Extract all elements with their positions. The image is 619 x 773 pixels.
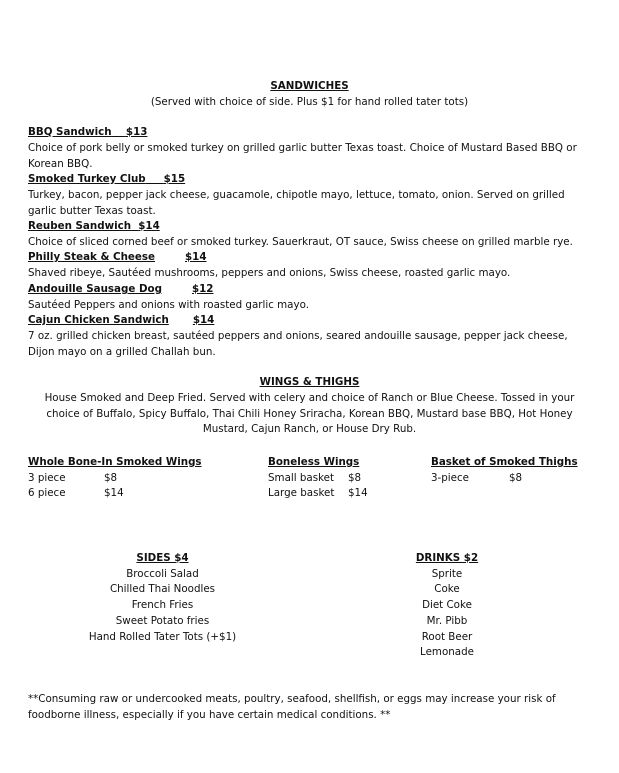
wings-heading: WINGS & THIGHS xyxy=(259,376,360,388)
side-item: Sweet Potato fries xyxy=(115,614,210,627)
group-title: Whole Bone-In Smoked Wings xyxy=(28,456,202,468)
item-name: Smoked Turkey Club xyxy=(28,173,146,185)
drinks-heading: DRINKS $2 xyxy=(415,552,479,564)
drinks-list xyxy=(397,551,497,661)
price-row xyxy=(268,471,368,487)
row-label: Small basket xyxy=(268,471,335,484)
item-price: $15 xyxy=(163,173,186,185)
price-row xyxy=(28,486,202,502)
side-item: French Fries xyxy=(131,599,194,612)
item-name: Reuben Sandwich xyxy=(28,220,132,232)
item-price: $14 xyxy=(192,314,215,326)
item-description: Choice of pork belly or smoked turkey on grilled garlic butter Texas toast. Choice of Mustard Based BBQ or Korean BBQ. xyxy=(28,142,577,170)
drink-item: Lemonade xyxy=(420,646,474,659)
disclaimer: **Consuming raw or undercooked meats, poultry, seafood, shellfish, or eggs may increase your risk of foodborne illness, especially if you have certain medical conditions. ** xyxy=(28,693,556,721)
drink-item: Coke xyxy=(434,583,460,596)
group-title: Boneless Wings xyxy=(268,456,360,468)
item-price: $13 xyxy=(125,126,148,138)
item-smoked-turkey-club xyxy=(28,173,185,185)
drink-item: Sprite xyxy=(431,567,463,580)
item-philly-steak xyxy=(28,251,207,263)
item-name: BBQ Sandwich xyxy=(28,126,112,138)
price-row xyxy=(268,486,368,502)
item-description: Sautéed Peppers and onions with roasted garlic mayo. xyxy=(28,299,309,311)
wings-group-boneless xyxy=(268,455,368,502)
side-item: Chilled Thai Noodles xyxy=(109,583,216,596)
group-title: Basket of Smoked Thighs xyxy=(431,456,578,468)
row-label: Large basket xyxy=(268,487,335,500)
item-price: $14 xyxy=(138,220,160,232)
sandwiches-heading: SANDWICHES xyxy=(270,80,349,92)
item-bbq-sandwich xyxy=(28,126,147,138)
item-andouille-sausage-dog xyxy=(28,283,213,295)
item-name: Andouille Sausage Dog xyxy=(28,283,162,295)
wings-group-bone-in xyxy=(28,455,202,502)
item-price: $14 xyxy=(185,251,207,263)
row-label: 3-piece xyxy=(431,471,469,484)
row-label: 6 piece xyxy=(28,487,66,500)
item-cajun-chicken-sandwich xyxy=(28,314,214,326)
sandwiches-subheading: (Served with choice of side. Plus $1 for hand rolled tater tots) xyxy=(150,96,469,108)
drink-item: Diet Coke xyxy=(422,599,472,612)
drink-item: Root Beer xyxy=(421,630,473,643)
row-price: $8 xyxy=(348,471,362,484)
price-row xyxy=(28,471,202,487)
wings-description: House Smoked and Deep Fried. Served with celery and choice of Ranch or Blue Cheese. Tossed in your choice of Buffalo, Spicy Buffalo, Thai Chili Honey Sriracha, Korean BBQ, Mustard base BBQ, Hot Honey Mustard, Cajun Ranch, or House Dry Rub. xyxy=(44,392,575,436)
row-price: $8 xyxy=(104,471,118,484)
row-price: $8 xyxy=(509,471,523,484)
item-name: Cajun Chicken Sandwich xyxy=(28,314,169,326)
wings-group-thighs xyxy=(431,455,578,486)
sides-heading: SIDES $4 xyxy=(136,552,189,564)
item-name: Philly Steak & Cheese xyxy=(28,251,155,263)
row-label: 3 piece xyxy=(28,471,66,484)
row-price: $14 xyxy=(104,487,124,500)
item-description: Shaved ribeye, Sautéed mushrooms, peppers and onions, Swiss cheese, roasted garlic mayo. xyxy=(28,267,511,279)
side-item: Broccoli Salad xyxy=(126,567,199,580)
item-description: Choice of sliced corned beef or smoked turkey. Sauerkraut, OT sauce, Swiss cheese on grilled marble rye. xyxy=(28,236,573,248)
side-item: Hand Rolled Tater Tots (+$1) xyxy=(88,630,237,643)
row-price: $14 xyxy=(348,487,368,500)
item-price: $12 xyxy=(191,283,214,295)
item-description: Turkey, bacon, pepper jack cheese, guacamole, chipotle mayo, lettuce, tomato, onion. Served on grilled garlic butter Texas toast. xyxy=(28,189,565,217)
item-reuben-sandwich xyxy=(28,220,160,232)
drink-item: Mr. Pibb xyxy=(426,614,468,627)
price-row xyxy=(431,471,578,487)
item-description: 7 oz. grilled chicken breast, sautéed peppers and onions, seared andouille sausage, pepper jack cheese, Dijon mayo on a grilled Challah bun. xyxy=(28,330,568,358)
sides-list xyxy=(60,551,265,645)
